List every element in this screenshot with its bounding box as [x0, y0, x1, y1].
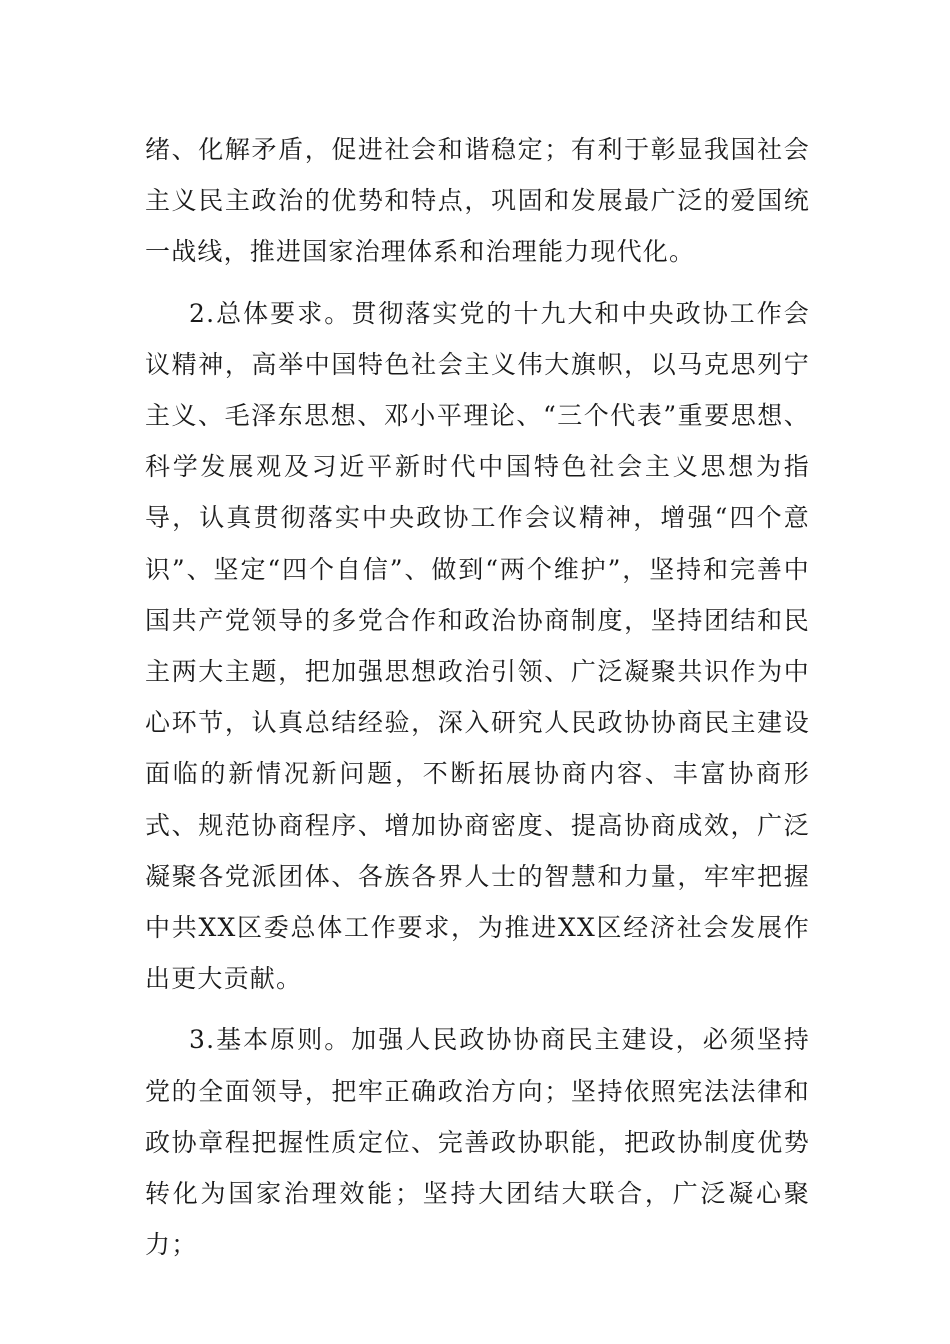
paragraph-gap — [145, 1004, 810, 1014]
paragraph-basic-principles: 3.基本原则。加强人民政协协商民主建设，必须坚持党的全面领导，把牢正确政治方向；坚持依照宪法法律和政协章程把握性质定位、完善政协职能，把政协制度优势转化为国家治理效能；坚持大团结大联合，广泛凝心聚力； — [145, 1025, 810, 1260]
paragraph-overall-requirements: 2.总体要求。贯彻落实党的十九大和中央政协工作会议精神，高举中国特色社会主义伟大旗帜，以马克思列宁主义、毛泽东思想、邓小平理论、“三个代表”重要思想、科学发展观及习近平新时代中国特色社会主义思想为指导，认真贯彻落实中央政协工作会议精神，增强“四个意识”、坚定“四个自信”、做到“两个维护”，坚持和完善中国共产党领导的多党合作和政治协商制度，坚持团结和民主两大主题，把加强思想政治引领、广泛凝聚共识作为中心环节，认真总结经验，深入研究人民政协协商民主建设面临的新情况新问题，不断拓展协商内容、丰富协商形式、规范协商程序、增加协商密度、提高协商成效，广泛凝聚各党派团体、各族各界人士的智慧和力量，牢牢把握中共XX区委总体工作要求，为推进XX区经济社会发展作出更大贡献。 — [145, 298, 810, 994]
paragraph-gap — [145, 278, 810, 288]
paragraph-continuation: 绪、化解矛盾，促进社会和谐稳定；有利于彰显我国社会主义民主政治的优势和特点，巩固和发展最广泛的爱国统一战线，推进国家治理体系和治理能力现代化。 — [145, 135, 810, 267]
